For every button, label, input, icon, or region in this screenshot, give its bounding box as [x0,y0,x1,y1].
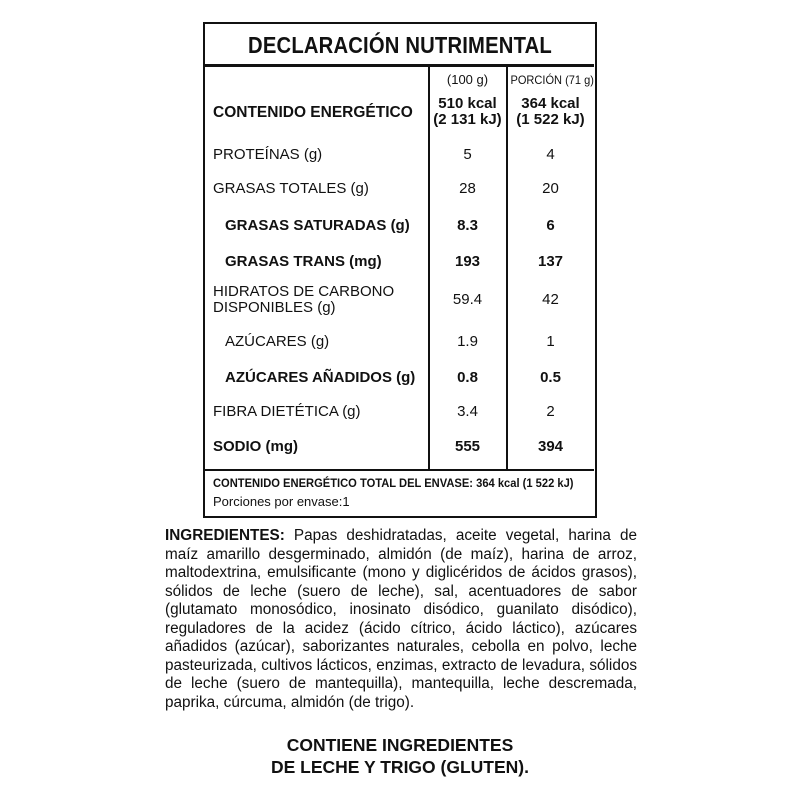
total-fat-portion: 20 [542,180,559,197]
energy-100g-kcal: 510 kcal [438,95,497,112]
added-sugars-100g: 0.8 [457,369,478,386]
energy-portion-kj: (1 522 kJ) [516,111,585,128]
row-label-saturated-fat: GRASAS SATURADAS (g) [225,217,410,234]
title-divider [205,64,594,67]
total-energy-container: CONTENIDO ENERGÉTICO TOTAL DEL ENVASE: 364 kcal (1 522 kJ) [213,476,574,490]
proteins-portion: 4 [546,146,555,163]
sodium-100g: 555 [454,438,481,455]
trans-fat-100g: 193 [454,253,481,270]
energy-portion-kcal: 364 kcal [521,95,580,112]
trans-fat-portion: 137 [537,253,564,270]
row-label-fiber: FIBRA DIETÉTICA (g) [213,403,361,420]
row-label-added-sugars: AZÚCARES AÑADIDOS (g) [225,369,416,386]
sugars-portion: 1 [546,333,555,350]
servings-per-container: Porciones por envase:1 [213,494,350,509]
row-label-total-fat: GRASAS TOTALES (g) [213,180,369,197]
row-label-carbohydrates-line2: DISPONIBLES (g) [213,299,336,316]
total-fat-100g: 28 [459,180,476,197]
column-header-portion: PORCIÓN (71 g) [510,73,594,87]
proteins-100g: 5 [463,146,472,163]
saturated-fat-portion: 6 [546,217,555,234]
fiber-portion: 2 [546,403,555,420]
fiber-100g: 3.4 [457,403,478,420]
energy-100g-kj: (2 131 kJ) [433,111,502,128]
ingredients-paragraph [165,527,637,712]
allergen-warning-line1: CONTIENE INGREDIENTES [286,735,514,755]
allergen-warning [0,734,800,778]
row-label-sugars: AZÚCARES (g) [225,333,330,350]
ingredients-heading: INGREDIENTES: [165,527,285,544]
added-sugars-portion: 0.5 [540,369,561,386]
carbohydrates-portion: 42 [542,291,559,308]
row-label-sodium: SODIO (mg) [213,438,298,455]
sugars-100g: 1.9 [457,333,478,350]
nutrition-title: DECLARACIÓN NUTRIMENTAL [248,32,552,58]
carbohydrates-100g: 59.4 [452,291,483,308]
row-label-trans-fat: GRASAS TRANS (mg) [225,253,382,270]
footer-divider [205,469,594,471]
saturated-fat-100g: 8.3 [457,217,478,234]
row-label-energy: CONTENIDO ENERGÉTICO [213,104,413,121]
column-header-100g: (100 g) [446,72,489,87]
row-label-carbohydrates: HIDRATOS DE CARBONO [213,283,395,300]
row-label-proteins: PROTEÍNAS (g) [213,146,323,163]
nutrition-facts-table [203,22,597,518]
ingredients-text: Papas deshidratadas, aceite vegetal, harina de maíz amarillo desgerminado, almidón (de maíz), harina de arroz, maltodextrina, emulsificante (mono y diglicéridos de ácidos grasos), sólidos de leche (suero de leche), sal, acentuadores de sabor (glutamato monosódico, inosinato disódico, guanilato disódico), reguladores de la acidez (ácido cítrico, ácido láctico), azúcares añadidos (azúcar), saborizantes naturales, cebolla en polvo, leche pasteurizada, cultivos lácticos, enzimas, extracto de levadura, sólidos de leche (suero de mantequilla), mantequilla, leche descremada, paprika, cúrcuma, almidón (de trigo). [165,527,637,711]
allergen-warning-line2: DE LECHE Y TRIGO (GLUTEN). [271,757,529,777]
sodium-portion: 394 [537,438,564,455]
